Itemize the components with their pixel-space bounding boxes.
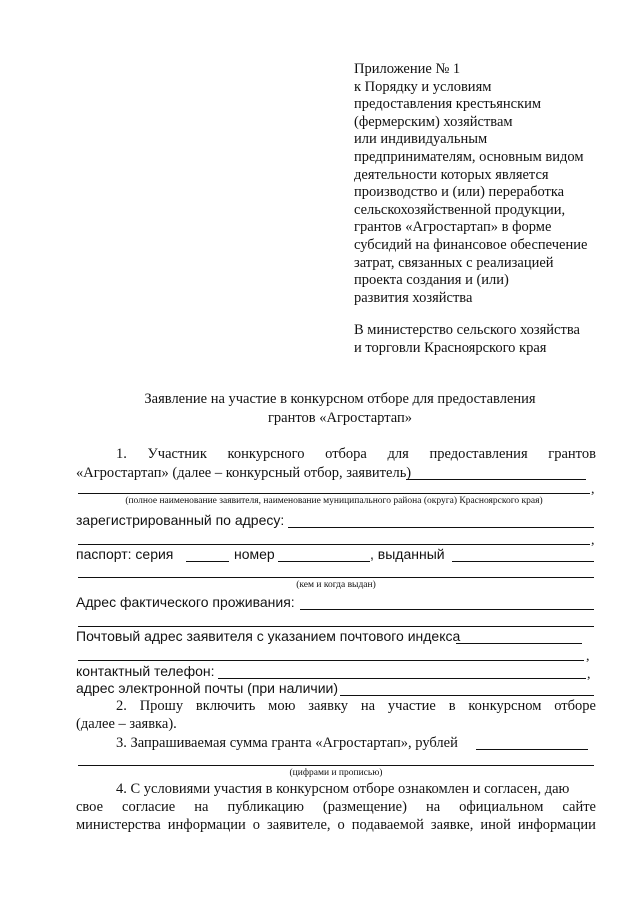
passport-series-field[interactable] — [186, 561, 229, 562]
registered-address-field-line2[interactable] — [78, 544, 590, 545]
registered-address-label: зарегистрированный по адресу: — [76, 512, 285, 528]
p1-word: конкурсного — [227, 446, 305, 462]
p4-word: официальном — [459, 799, 544, 815]
p2-word: участие — [387, 698, 436, 714]
applicant-name-field[interactable] — [406, 479, 586, 480]
paragraph-2-line2: (далее – заявка). — [76, 716, 177, 732]
paragraph-4-line2 — [76, 799, 596, 816]
grant-amount-field[interactable] — [476, 749, 588, 750]
p1-word: Участник — [147, 446, 207, 462]
phone-field[interactable] — [218, 678, 586, 679]
postal-address-label: Почтовый адрес заявителя с указанием почтового индекса — [76, 628, 461, 644]
amount-caption: (цифрами и прописью) — [289, 768, 383, 778]
p4-word: согласие — [122, 799, 176, 815]
p1-word: отбора — [325, 446, 367, 462]
passport-issued-label: , выданный — [370, 546, 445, 562]
p4-word: заявке, — [430, 817, 474, 833]
phone-label: контактный телефон: — [76, 663, 215, 679]
p4-word: о — [337, 817, 345, 833]
registered-address-field[interactable] — [288, 527, 594, 528]
p2-word: на — [360, 698, 376, 714]
appendix-line: или индивидуальным — [354, 131, 488, 148]
grant-amount-field-line2[interactable] — [78, 765, 594, 766]
p2-word: включить — [195, 698, 256, 714]
p2-word: в — [448, 698, 456, 714]
p4-word: иной — [480, 817, 511, 833]
p4-word: на — [425, 799, 441, 815]
p4-word: публикацию — [227, 799, 304, 815]
p4-word: информации — [167, 817, 246, 833]
addressee-line: и торговли Красноярского края — [354, 340, 547, 356]
comma: , — [586, 649, 590, 664]
p2-word: мою — [268, 698, 296, 714]
paragraph-4-line1: 4. С условиями участия в конкурсном отборе ознакомлен и согласен, даю — [116, 781, 570, 797]
postal-address-field-line2[interactable] — [78, 660, 584, 661]
p4-word: сайте — [562, 799, 596, 815]
passport-issued-field[interactable] — [452, 561, 594, 562]
p1-word: грантов — [548, 446, 596, 462]
passport-series-label: паспорт: серия — [76, 546, 174, 562]
p2-word: 2. — [116, 698, 127, 714]
applicant-name-field-line2[interactable] — [78, 493, 590, 494]
paragraph-4-line3 — [76, 817, 596, 834]
p4-word: информации — [517, 817, 596, 833]
appendix-line: предпринимателям, основным видом — [354, 148, 584, 165]
paragraph-1-line2: «Агростартап» (далее – конкурсный отбор, заявитель) — [76, 465, 412, 481]
actual-address-field[interactable] — [300, 609, 594, 610]
p1-word: для — [387, 446, 409, 462]
p4-word: на — [194, 799, 209, 815]
issued-caption: (кем и когда выдан) — [296, 580, 376, 590]
appendix-line: (фермерским) хозяйствам — [354, 113, 513, 130]
comma: , — [591, 482, 595, 497]
appendix-line: Приложение № 1 — [354, 61, 461, 77]
appendix-line: деятельности которых является — [354, 166, 549, 183]
p4-word: о — [252, 817, 261, 833]
p2-word: конкурсном — [468, 698, 542, 714]
appendix-line: производство и (или) переработка — [354, 184, 565, 201]
passport-number-label: номер — [234, 546, 275, 562]
p4-word: министерства — [76, 817, 161, 833]
email-label: адрес электронной почты (при наличии) — [76, 680, 338, 696]
postal-address-field[interactable] — [456, 643, 582, 644]
addressee-line: В министерство сельского хозяйства — [354, 322, 580, 338]
p2-word: отборе — [554, 698, 596, 714]
addressee-block — [354, 321, 624, 357]
p2-word: заявку — [308, 698, 349, 714]
p4-word: заявителе, — [267, 817, 331, 833]
paragraph-2-line1 — [76, 698, 596, 715]
appendix-line: развития хозяйства — [354, 289, 473, 306]
appendix-line: сельскохозяйственной продукции, — [354, 201, 566, 218]
p4-word: (размещение) — [322, 799, 407, 815]
email-field[interactable] — [340, 695, 594, 696]
appendix-header — [354, 61, 624, 307]
appendix-line: проекта создания и (или) — [354, 272, 509, 289]
comma: , — [587, 667, 591, 682]
paragraph-3: 3. Запрашиваемая сумма гранта «Агростартап», рублей — [116, 735, 458, 751]
actual-address-label: Адрес фактического проживания: — [76, 594, 295, 610]
p1-word: 1. — [116, 446, 127, 462]
appendix-line: грантов «Агростартап» в форме — [354, 219, 552, 236]
p1-word: предоставления — [429, 446, 528, 462]
paragraph-1-line1 — [76, 446, 596, 463]
appendix-line: субсидий на финансовое обеспечение — [354, 236, 588, 253]
passport-number-field[interactable] — [278, 561, 370, 562]
appendix-line: к Порядку и условиям — [354, 78, 492, 95]
actual-address-field-line2[interactable] — [78, 626, 594, 627]
p2-word: Прошу — [139, 698, 184, 714]
appendix-line: затрат, связанных с реализацией — [354, 254, 554, 271]
p4-word: свое — [76, 799, 104, 815]
appendix-line: предоставления крестьянским — [354, 96, 542, 113]
applicant-caption: (полное наименование заявителя, наименование муниципального района (округа) Красноярского края) — [125, 496, 543, 506]
passport-issued-field-line2[interactable] — [78, 577, 594, 578]
p4-word: подаваемой — [351, 817, 424, 833]
comma: , — [591, 533, 595, 548]
document-title-line2: грантов «Агростартап» — [267, 410, 412, 426]
document-title: Заявление на участие в конкурсном отборе для предоставления — [144, 391, 536, 407]
